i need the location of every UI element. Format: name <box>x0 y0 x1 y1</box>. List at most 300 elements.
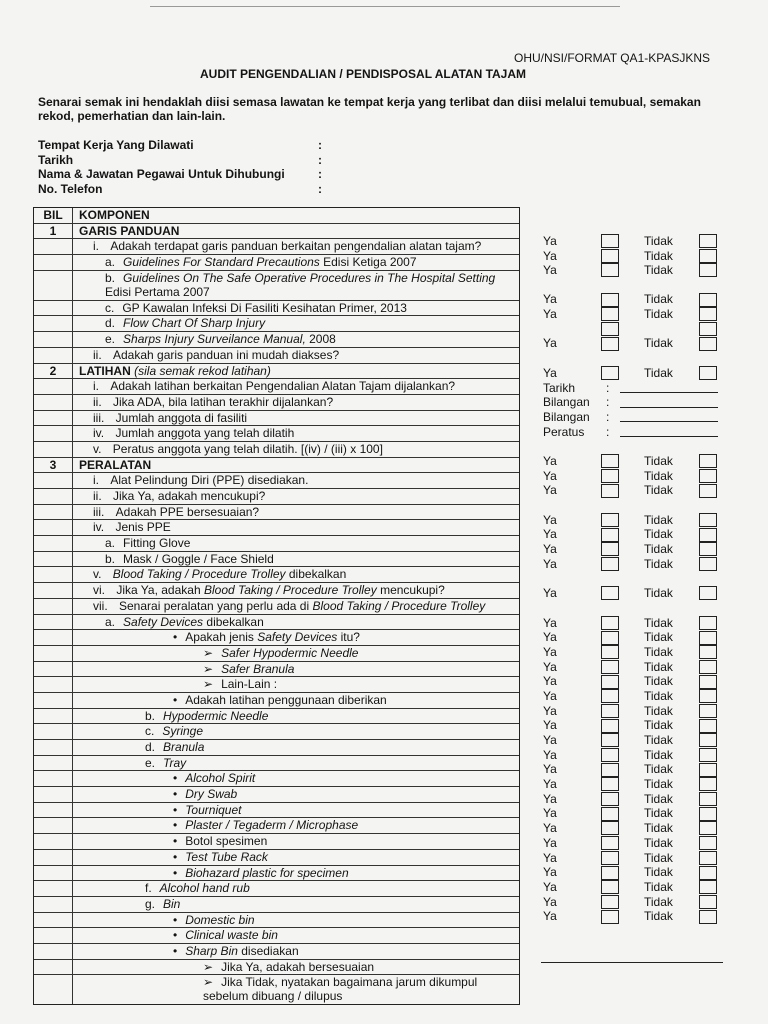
tidak-checkbox[interactable] <box>699 836 717 850</box>
ya-checkbox[interactable] <box>601 660 619 674</box>
answer-row <box>543 263 743 292</box>
info-fields <box>38 138 322 196</box>
row-prefix: • <box>173 818 178 833</box>
row-prefix: ii. <box>93 347 105 362</box>
table-row <box>34 583 519 599</box>
answer-row <box>543 924 743 953</box>
table-row <box>34 301 519 317</box>
ya-label: Ya <box>543 365 557 380</box>
answer-line[interactable] <box>541 962 723 963</box>
ya-label: Ya <box>543 644 557 659</box>
tidak-label: Tidak <box>644 542 673 557</box>
answer-line[interactable] <box>620 383 718 393</box>
tidak-label: Tidak <box>644 586 673 601</box>
ya-label: Ya <box>543 659 557 674</box>
row-label: Tray <box>163 755 187 770</box>
row-label: Alcohol hand rub <box>159 881 250 896</box>
tidak-checkbox[interactable] <box>699 895 717 909</box>
row-number <box>34 866 73 881</box>
table-row <box>34 866 519 882</box>
answer-row <box>543 234 743 249</box>
answer-row <box>543 527 743 542</box>
table-row <box>34 552 519 568</box>
row-number <box>34 850 73 865</box>
tidak-checkbox[interactable] <box>699 557 717 571</box>
row-label: Bin <box>163 896 181 911</box>
answer-row <box>543 660 743 675</box>
tidak-checkbox[interactable] <box>699 263 717 277</box>
ya-label: Ya <box>543 718 557 733</box>
ya-checkbox[interactable] <box>601 469 619 483</box>
tidak-label: Tidak <box>644 879 673 894</box>
answer-row <box>543 249 743 264</box>
tidak-label: Tidak <box>644 336 673 351</box>
row-label: Jumlah anggota di fasiliti <box>115 410 248 425</box>
row-text <box>73 928 519 943</box>
row-number <box>34 960 73 975</box>
row-label: Mask / Goggle / Face Shield <box>123 551 274 566</box>
row-label-cont: 2008 <box>305 332 336 347</box>
row-label: Guidelines For Standard Precautions <box>123 255 320 270</box>
row-label: Branula <box>163 740 205 754</box>
tidak-checkbox[interactable] <box>699 792 717 806</box>
ya-checkbox[interactable] <box>601 733 619 747</box>
tidak-checkbox[interactable] <box>699 645 717 659</box>
row-text <box>73 850 519 865</box>
table-row <box>34 520 519 536</box>
answer-row <box>543 292 743 307</box>
tidak-checkbox[interactable] <box>699 542 717 556</box>
row-prefix: ➢ <box>203 677 214 692</box>
intro-text: Senarai semak ini hendaklah diisi semasa lawatan ke tempat kerja yang terlibat dan diisi melalui temubual, semakan rekod, pemerhatian dan lain-lain. <box>38 95 701 123</box>
tidak-checkbox[interactable] <box>699 807 717 821</box>
row-label: Test Tube Rack <box>185 849 268 864</box>
ya-label: Ya <box>543 806 557 821</box>
tidak-label: Tidak <box>644 865 673 880</box>
answer-row <box>543 571 743 586</box>
row-number <box>34 348 73 363</box>
info-colon: : <box>318 152 322 167</box>
row-number <box>34 771 73 786</box>
row-number: 1 <box>34 224 73 239</box>
row-label-cont: dibekalkan <box>203 614 264 629</box>
ya-checkbox[interactable] <box>601 513 619 527</box>
row-label: Alcohol Spirit <box>185 771 256 786</box>
tidak-checkbox[interactable] <box>699 851 717 865</box>
row-number <box>34 395 73 410</box>
tidak-label: Tidak <box>644 556 673 571</box>
tidak-label: Tidak <box>644 850 673 865</box>
row-label: Peratus anggota yang telah dilatih. [(iv) / (iii) x 100] <box>112 441 383 456</box>
tidak-checkbox[interactable] <box>699 660 717 674</box>
row-number <box>34 897 73 912</box>
answer-row <box>543 762 743 777</box>
row-label: Guidelines On The Safe Operative Procedures in The Hospital Setting <box>123 270 496 285</box>
row-number <box>34 913 73 928</box>
tidak-label: Tidak <box>644 659 673 674</box>
ya-label: Ya <box>543 586 557 601</box>
ya-checkbox[interactable] <box>601 777 619 791</box>
row-number <box>34 630 73 645</box>
info-label: Nama & Jawatan Pegawai Untuk Dihubungi <box>38 167 285 181</box>
ya-checkbox[interactable] <box>601 337 619 351</box>
answer-row <box>543 351 743 366</box>
tidak-checkbox[interactable] <box>699 631 717 645</box>
ya-checkbox[interactable] <box>601 866 619 880</box>
info-label: Tempat Kerja Yang Dilawati <box>38 138 194 152</box>
row-label: Alat Pelindung Diri (PPE) disediakan. <box>110 473 309 488</box>
tidak-label: Tidak <box>644 762 673 777</box>
ya-label: Ya <box>543 850 557 865</box>
answer-row <box>543 674 743 689</box>
row-label: Lain-Lain : <box>221 677 278 692</box>
ya-label: Ya <box>543 865 557 880</box>
ya-label: Ya <box>543 307 557 322</box>
row-label: Adakah latihan berkaitan Pengendalian Alatan Tajam dijalankan? <box>110 379 456 394</box>
ya-label: Ya <box>543 821 557 836</box>
table-row <box>34 897 519 913</box>
tidak-checkbox[interactable] <box>699 880 717 894</box>
row-text <box>73 411 519 426</box>
table-row <box>34 630 519 646</box>
tidak-checkbox[interactable] <box>699 469 717 483</box>
row-text <box>73 332 519 347</box>
row-label-cont: disediakan <box>237 943 299 958</box>
ya-label: Ya <box>543 777 557 792</box>
ya-checkbox[interactable] <box>601 645 619 659</box>
answer-row <box>543 704 743 719</box>
row-prefix: d. <box>145 740 156 754</box>
answer-row <box>543 865 743 880</box>
row-text <box>73 379 519 394</box>
row-text <box>73 630 519 645</box>
row-text <box>73 615 519 630</box>
table-row <box>34 316 519 332</box>
row-label: Dry Swab <box>185 787 238 802</box>
ya-label: Ya <box>543 234 557 248</box>
answer-row <box>543 836 743 851</box>
row-prefix: iii. <box>93 410 108 425</box>
row-label: GP Kawalan Infeksi Di Fasiliti Kesihatan Primer, 2013 <box>122 300 407 315</box>
row-text <box>73 536 519 551</box>
row-number <box>34 928 73 943</box>
row-number <box>34 301 73 316</box>
row-label-cont: Edisi Ketiga 2007 <box>319 255 417 270</box>
table-row <box>34 271 519 301</box>
row-prefix: e. <box>105 332 116 347</box>
ya-checkbox[interactable] <box>601 366 619 380</box>
ya-checkbox[interactable] <box>601 748 619 762</box>
row-prefix: • <box>173 834 178 849</box>
tidak-checkbox[interactable] <box>699 484 717 498</box>
tidak-checkbox[interactable] <box>699 704 717 718</box>
row-prefix: c. <box>145 724 155 739</box>
tidak-checkbox[interactable] <box>699 777 717 791</box>
ya-label: Ya <box>543 542 557 557</box>
tidak-label: Tidak <box>644 747 673 762</box>
row-prefix: ➢ <box>203 661 214 676</box>
tidak-checkbox[interactable] <box>699 866 717 880</box>
ya-label: Ya <box>543 688 557 703</box>
row-prefix: • <box>173 787 178 802</box>
ya-checkbox[interactable] <box>601 586 619 600</box>
tidak-label: Tidak <box>644 615 673 630</box>
ya-checkbox[interactable] <box>601 704 619 718</box>
table-row <box>34 818 519 834</box>
answer-row <box>543 322 743 337</box>
ya-label: Ya <box>543 468 557 483</box>
ya-checkbox[interactable] <box>601 528 619 542</box>
row-text <box>73 239 519 254</box>
table-row <box>34 599 519 615</box>
ya-checkbox[interactable] <box>601 880 619 894</box>
tidak-label: Tidak <box>644 453 673 468</box>
ya-checkbox[interactable] <box>601 821 619 835</box>
row-text <box>73 740 519 755</box>
answer-row <box>543 821 743 836</box>
row-number <box>34 693 73 708</box>
tidak-checkbox[interactable] <box>699 322 717 336</box>
checklist-table <box>33 207 520 1005</box>
ya-checkbox[interactable] <box>601 322 619 336</box>
info-colon: : <box>318 181 322 196</box>
table-row <box>34 850 519 866</box>
row-text <box>73 756 519 771</box>
ya-label: Ya <box>543 835 557 850</box>
answer-row <box>543 689 743 704</box>
row-number <box>34 803 73 818</box>
row-text <box>73 458 519 473</box>
tidak-checkbox[interactable] <box>699 616 717 630</box>
ya-checkbox[interactable] <box>601 910 619 924</box>
ya-label: Ya <box>543 483 557 498</box>
row-label: Syringe <box>162 724 204 739</box>
row-label-cont: dibekalkan <box>285 567 347 582</box>
tidak-label: Tidak <box>644 248 673 263</box>
row-label: Jika ADA, bila latihan terakhir dijalankan? <box>113 394 334 409</box>
tidak-checkbox[interactable] <box>699 513 717 527</box>
row-number <box>34 316 73 331</box>
tidak-checkbox[interactable] <box>699 689 717 703</box>
table-row <box>34 834 519 850</box>
row-number <box>34 489 73 504</box>
row-text <box>73 301 519 316</box>
table-row <box>34 724 519 740</box>
row-prefix: vii. <box>93 598 111 613</box>
answer-row <box>543 851 743 866</box>
table-row <box>34 771 519 787</box>
row-label: PERALATAN <box>79 457 152 472</box>
answer-line[interactable] <box>620 412 718 422</box>
row-number <box>34 709 73 724</box>
ya-checkbox[interactable] <box>601 836 619 850</box>
row-text <box>73 771 519 786</box>
row-label: Jika Ya, adakah mencukupi? <box>113 489 266 503</box>
table-row <box>34 975 519 1004</box>
col-bil-header: BIL <box>34 208 73 223</box>
ya-checkbox[interactable] <box>601 675 619 689</box>
table-row <box>34 615 519 631</box>
answer-row <box>543 616 743 631</box>
row-prefix: g. <box>145 896 156 911</box>
table-row <box>34 928 519 944</box>
row-label: Safer Branula <box>221 661 295 676</box>
tidak-label: Tidak <box>644 263 673 278</box>
table-header-row <box>34 208 519 224</box>
answer-label: Bilangan <box>543 395 590 410</box>
row-label: Tourniquet <box>185 802 242 817</box>
answer-row <box>543 395 743 410</box>
row-prefix: ➢ <box>203 645 214 660</box>
row-label: Apakah jenis <box>185 630 258 645</box>
row-prefix: • <box>173 912 178 927</box>
answer-row <box>543 483 743 498</box>
tidak-label: Tidak <box>644 894 673 909</box>
ya-checkbox[interactable] <box>601 616 619 630</box>
row-number: 2 <box>34 364 73 379</box>
ya-checkbox[interactable] <box>601 249 619 263</box>
table-row <box>34 693 519 709</box>
row-prefix: b. <box>105 551 116 566</box>
row-label-end: mencukupi? <box>376 583 445 598</box>
table-row <box>34 960 519 976</box>
row-text <box>73 803 519 818</box>
tidak-checkbox[interactable] <box>699 763 717 777</box>
row-text <box>73 881 519 896</box>
ya-checkbox[interactable] <box>601 689 619 703</box>
ya-label: Ya <box>543 909 557 924</box>
tidak-checkbox[interactable] <box>699 586 717 600</box>
row-text <box>73 960 519 975</box>
row-text <box>73 787 519 802</box>
row-label: Safety Devices <box>123 614 204 629</box>
ya-checkbox[interactable] <box>601 763 619 777</box>
table-row <box>34 803 519 819</box>
ya-checkbox[interactable] <box>601 263 619 277</box>
tidak-checkbox[interactable] <box>699 675 717 689</box>
tidak-checkbox[interactable] <box>699 821 717 835</box>
row-label: Clinical waste bin <box>185 928 278 943</box>
tidak-checkbox[interactable] <box>699 337 717 351</box>
tidak-label: Tidak <box>644 909 673 924</box>
ya-checkbox[interactable] <box>601 484 619 498</box>
table-row <box>34 473 519 489</box>
answer-line[interactable] <box>620 427 718 437</box>
ya-checkbox[interactable] <box>601 307 619 321</box>
row-label: Jika Ya, adakah bersesuaian <box>221 959 375 974</box>
answer-row <box>543 733 743 748</box>
row-prefix: • <box>173 849 178 864</box>
tidak-checkbox[interactable] <box>699 366 717 380</box>
ya-label: Ya <box>543 615 557 630</box>
row-prefix: v. <box>93 567 105 582</box>
row-label: Adakah terdapat garis panduan berkaitan pengendalian alatan tajam? <box>110 239 482 254</box>
tidak-label: Tidak <box>644 365 673 380</box>
row-prefix: i. <box>93 473 103 488</box>
answer-line[interactable] <box>620 398 718 408</box>
tidak-checkbox[interactable] <box>699 733 717 747</box>
tidak-checkbox[interactable] <box>699 454 717 468</box>
answer-row <box>543 410 743 425</box>
ya-checkbox[interactable] <box>601 454 619 468</box>
info-label: No. Telefon <box>38 181 103 196</box>
answer-row <box>543 366 743 381</box>
answer-row <box>543 307 743 322</box>
ya-checkbox[interactable] <box>601 631 619 645</box>
ya-checkbox[interactable] <box>601 895 619 909</box>
row-number <box>34 271 73 300</box>
answer-row <box>543 880 743 895</box>
table-row <box>34 364 519 380</box>
answer-row <box>543 806 743 821</box>
tidak-checkbox[interactable] <box>699 249 717 263</box>
tidak-checkbox[interactable] <box>699 528 717 542</box>
row-number: 3 <box>34 458 73 473</box>
tidak-label: Tidak <box>644 733 673 747</box>
scan-top-edge <box>150 6 620 7</box>
ya-checkbox[interactable] <box>601 293 619 307</box>
tidak-checkbox[interactable] <box>699 307 717 321</box>
ya-label: Ya <box>543 674 557 689</box>
ya-checkbox[interactable] <box>601 234 619 248</box>
ya-checkbox[interactable] <box>601 542 619 556</box>
tidak-label: Tidak <box>644 630 673 645</box>
ya-checkbox[interactable] <box>601 557 619 571</box>
table-row <box>34 944 519 960</box>
tidak-checkbox[interactable] <box>699 910 717 924</box>
table-row <box>34 426 519 442</box>
row-label-end: itu? <box>337 630 360 645</box>
ya-checkbox[interactable] <box>601 851 619 865</box>
answer-row <box>543 469 743 484</box>
table-row <box>34 348 519 364</box>
ya-checkbox[interactable] <box>601 807 619 821</box>
answer-row <box>543 439 743 454</box>
ya-checkbox[interactable] <box>601 792 619 806</box>
table-row <box>34 567 519 583</box>
ya-checkbox[interactable] <box>601 719 619 733</box>
answer-row <box>543 777 743 792</box>
info-label: Tarikh <box>38 152 74 167</box>
table-row <box>34 379 519 395</box>
row-text <box>73 677 519 692</box>
row-text <box>73 646 519 661</box>
tidak-checkbox[interactable] <box>699 234 717 248</box>
tidak-checkbox[interactable] <box>699 293 717 307</box>
table-row <box>34 662 519 678</box>
tidak-checkbox[interactable] <box>699 719 717 733</box>
row-number <box>34 599 73 614</box>
tidak-label: Tidak <box>644 821 673 836</box>
answer-row <box>543 895 743 910</box>
row-text <box>73 662 519 677</box>
row-text <box>73 834 519 849</box>
table-row <box>34 489 519 505</box>
answer-row <box>543 557 743 572</box>
row-number <box>34 426 73 441</box>
row-prefix: b. <box>105 270 116 285</box>
row-label: Safer Hypodermic Needle <box>221 645 359 660</box>
ya-label: Ya <box>543 733 557 747</box>
answer-row <box>543 645 743 660</box>
row-label: Jika Ya, adakah <box>116 583 204 598</box>
answer-label: Bilangan <box>543 409 590 424</box>
table-row <box>34 709 519 725</box>
row-label: Sharp Bin <box>185 943 238 958</box>
row-text <box>73 255 519 270</box>
tidak-checkbox[interactable] <box>699 748 717 762</box>
tidak-label: Tidak <box>644 806 673 821</box>
